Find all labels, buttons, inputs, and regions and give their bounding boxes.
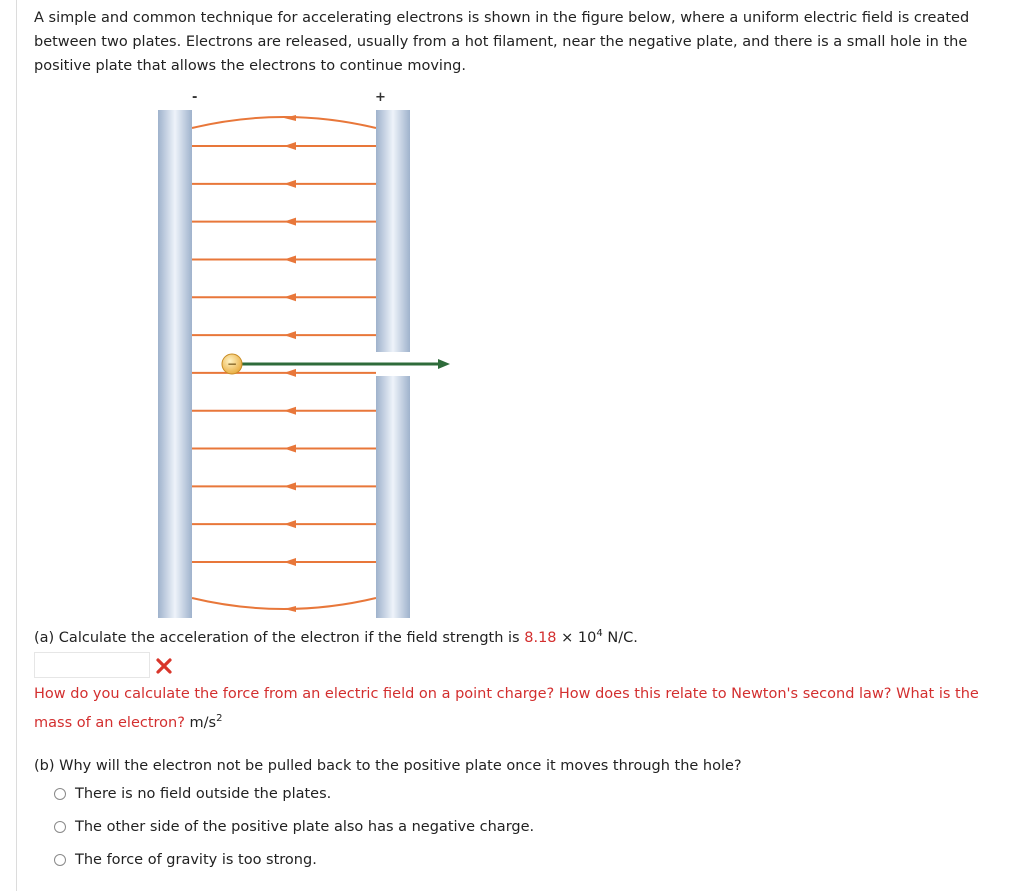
field-arrowhead: [284, 520, 296, 528]
field-arrowhead: [284, 482, 296, 490]
radio-button[interactable]: [54, 821, 66, 833]
radio-button[interactable]: [54, 788, 66, 800]
field-arrowhead: [284, 115, 296, 121]
electron-charge-symbol: −: [226, 357, 238, 371]
fringe-field-line-bottom: [192, 598, 376, 609]
times-ten: × 10: [556, 630, 597, 646]
option-label: The force of gravity is too strong.: [75, 852, 317, 868]
field-arrowhead: [284, 606, 296, 612]
part-a-prefix: (a) Calculate the acceleration of the electron if the field strength is: [34, 630, 525, 646]
electron-accelerator-figure: [150, 88, 460, 628]
negative-plate-sign: -: [192, 90, 198, 105]
positive-plate-sign: +: [375, 90, 386, 105]
field-strength-exponent: 4: [596, 628, 603, 640]
positive-plate-upper: [376, 110, 410, 352]
part-a-hint: [34, 680, 1009, 738]
electron-path-arrowhead: [438, 359, 450, 369]
field-strength-unit: N/C.: [602, 630, 638, 646]
negative-plate: [158, 110, 192, 618]
option-label: The other side of the positive plate also has a negative charge.: [75, 819, 535, 835]
fringe-field-line-top: [192, 117, 376, 128]
answer-unit: m/s: [184, 715, 217, 731]
option-negative-charge[interactable]: [54, 817, 534, 837]
field-arrowhead: [284, 293, 296, 301]
option-gravity[interactable]: [54, 850, 317, 870]
field-arrowhead: [284, 218, 296, 226]
field-strength-value: 8.18: [524, 630, 557, 646]
answer-unit-exponent: 2: [216, 713, 223, 725]
field-arrowhead: [284, 369, 296, 377]
field-arrowhead: [284, 255, 296, 263]
part-b-question: (b) Why will the electron not be pulled back to the positive plate once it moves through the hole?: [34, 758, 742, 774]
part-a-question: [34, 630, 638, 646]
option-no-field[interactable]: [54, 784, 331, 804]
acceleration-answer-input[interactable]: [34, 652, 150, 678]
option-label: There is no field outside the plates.: [75, 786, 332, 802]
field-arrowhead: [284, 445, 296, 453]
field-arrowhead: [284, 407, 296, 415]
hint-text: How do you calculate the force from an electric field on a point charge? How does this relate to Newton's second law? What is the mass of an electron?: [34, 686, 979, 731]
red-x-icon: [154, 656, 174, 676]
figure-svg: [150, 88, 460, 628]
positive-plate-lower: [376, 376, 410, 618]
field-arrowhead: [284, 558, 296, 566]
intro-text: A simple and common technique for accelerating electrons is shown in the figure below, where a uniform electric field is created between two plates. Electrons are released, usually from a hot filament, near the negative plate, and there is a small hole in the positive plate that allows the electrons to continue moving.: [34, 10, 970, 74]
radio-button[interactable]: [54, 854, 66, 866]
field-arrowhead: [284, 180, 296, 188]
field-arrowhead: [284, 142, 296, 150]
field-arrowhead: [284, 331, 296, 339]
